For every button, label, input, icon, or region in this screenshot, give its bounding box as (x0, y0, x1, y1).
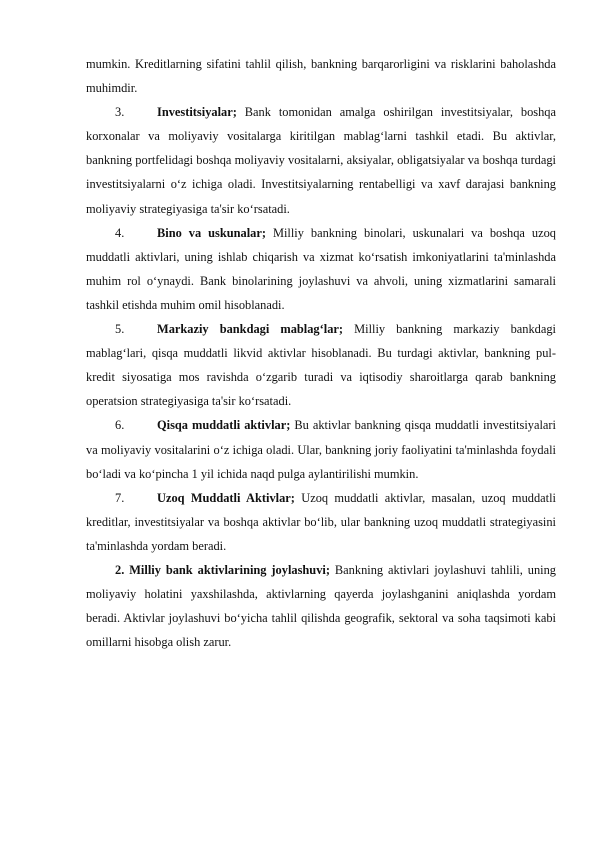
list-item-title: Markaziy bankdagi mablag‘lar; (157, 322, 344, 337)
document-page (86, 52, 556, 654)
intro-text: mumkin. Kreditlarning sifatini tahlil qilish, bankning barqarorligini va risklarini baholashda muhimdir. (86, 57, 556, 96)
list-item-title: Bino va uskunalar; (157, 225, 266, 240)
list-item-text: Milliy bankning markaziy bankdagi mablag‘lari, qisqa muddatli likvid aktivlar hisoblanadi. Bu turdagi aktivlar, bankning pul-kredit siyosatiga mos ravishda o‘zgarib turadi va iqtisodiy sharoitlarga qarab bankning operatsion strategiyasiga ta'sir ko‘rsatadi. (86, 322, 556, 409)
list-item-number: 7. (115, 490, 125, 505)
list-item-text: Uzoq muddatli aktivlar, masalan, uzoq muddatli kreditlar, investitsiyalar va boshqa aktivlar bo‘lib, ular bankning uzoq muddatli strategiyasini ta'minlashda yordam beradi. (86, 490, 556, 553)
section-paragraph (86, 558, 556, 654)
section-text: Bankning aktivlari joylashuvi tahlili, uning moliyaviy holatini yaxshilashda, aktivlarning qayerda joylashganini aniqlashda yordam beradi. Aktivlar joylashuvi bo‘yicha tahlil qilishda geografik, sektoral va soha taqsimoti kabi omillarni hisobga olish zarur. (86, 562, 557, 650)
list-item-text: Bank tomonidan amalga oshirilgan investitsiyalar, boshqa korxonalar va moliyaviy vositalarga kiritilgan mablag‘larni tashkil etadi. Bu aktivlar, bankning portfelidagi boshqa moliyaviy vositalarni, aksiyalar, obligatsiyalar va boshqa turdagi investitsiyalarni o‘z ichiga oladi. Investitsiyalarning rentabelligi va xavf darajasi bankning moliyaviy strategiyasiga ta'sir ko‘rsatadi. (86, 105, 557, 216)
list-item-central-bank-funds (86, 317, 556, 413)
list-item-text: Bu aktivlar bankning qisqa muddatli investitsiyalari va moliyaviy vositalarini o‘z ichiga oladi. Ular, bankning joriy faoliyatini ta'minlashda foydali bo‘ladi va ko‘pincha 1 yil ichida naqd pulga aylantirilishi mumkin. (86, 418, 556, 481)
intro-paragraph (86, 52, 556, 100)
list-item-number: 6. (115, 418, 125, 433)
list-item-short-term-assets (86, 413, 556, 485)
list-item-number: 4. (115, 225, 125, 240)
list-item-title: Qisqa muddatli aktivlar; (157, 418, 291, 433)
list-item-buildings (86, 221, 556, 317)
list-item-text: Milliy bankning binolari, uskunalari va boshqa uzoq muddatli aktivlari, uning ishlab chiqarish va xizmat ko‘rsatish imkoniyatlarini ta'minlashda muhim rol o‘ynaydi. Bank binolarining joylashuvi va ahvoli, uning xizmatlarini samarali tashkil etishda muhim omil hisoblanadi. (86, 225, 556, 312)
list-item-title: Investitsiyalar; (157, 105, 237, 120)
list-item-title: Uzoq Muddatli Aktivlar; (157, 490, 295, 505)
list-item-number: 5. (115, 322, 125, 337)
list-item-long-term-assets (86, 486, 556, 558)
section-heading: 2. Milliy bank aktivlarining joylashuvi; (115, 562, 330, 577)
list-item-number: 3. (115, 105, 125, 120)
list-item-investments (86, 100, 556, 220)
